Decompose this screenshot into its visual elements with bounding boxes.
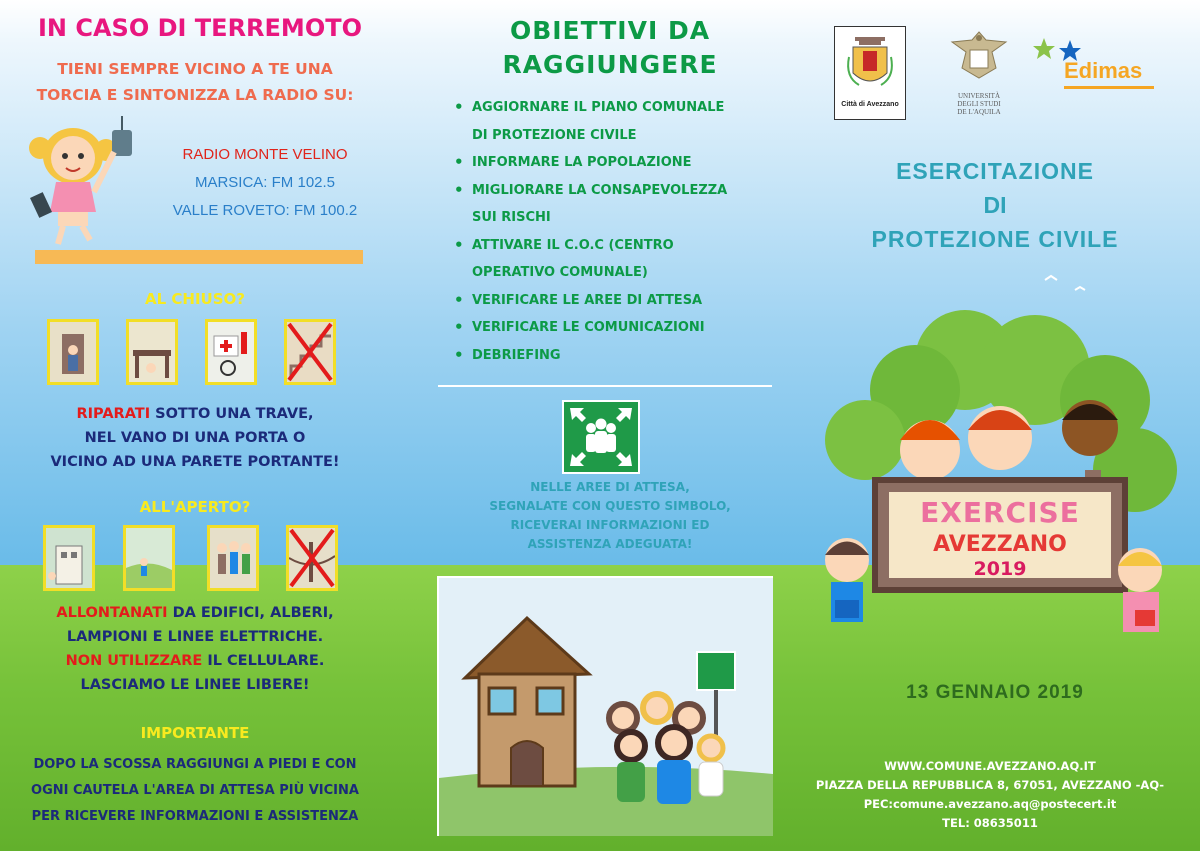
exercise-title-line-2: DI [983, 192, 1007, 218]
important-line-2: OGNI CAUTELA L'AREA DI ATTESA PIÙ VICINA [31, 783, 359, 798]
objective-item-continuation: SUI RISCHI [472, 210, 551, 225]
objective-item: • AGGIORNARE IL PIANO COMUNALE [452, 94, 782, 122]
girl-with-radio-illustration [18, 108, 146, 250]
sign-text-avezzano: AVEZZANO [933, 532, 1067, 557]
left-intro-line-1: TIENI SEMPRE VICINO A TE UNA [57, 60, 333, 78]
university-laquila-logo [946, 28, 1012, 124]
objective-item: • DEBRIEFING [452, 342, 782, 370]
university-logo-text-3: DE L'AQUILA [957, 108, 1001, 116]
outdoor-building-pictogram [43, 525, 95, 591]
event-date: 13 GENNAIO 2019 [906, 682, 1084, 703]
objective-item-continuation: OPERATIVO COMUNALE) [472, 265, 648, 280]
objective-item: • MIGLIORARE LA CONSAPEVOLEZZA [452, 177, 782, 205]
contact-address: PIAZZA DELLA REPUBBLICA 8, 67051, AVEZZANO -AQ- [815, 778, 1165, 792]
assembly-point-icon [562, 400, 640, 474]
outdoor-people-gathering-pictogram [207, 525, 259, 591]
indoor-instruction-line-1 [20, 406, 370, 422]
contact-telephone: TEL: 08635011 [942, 816, 1038, 830]
outdoor-instruction-highlight-2: NON UTILIZZARE [65, 653, 203, 669]
radio-frequency-marsica: MARSICA: FM 102.5 [194, 174, 336, 191]
exercise-title-line-1: ESERCITAZIONE [896, 158, 1094, 184]
left-intro-line-2: TORCIA E SINTONIZZA LA RADIO SU: [36, 86, 354, 104]
outdoor-instruction-line-3 [20, 653, 370, 669]
objectives-title-line-1: OBIETTIVI DA [509, 16, 711, 45]
edimas-logo-text: Edimas [1064, 58, 1143, 83]
waiting-area-text-line-3: RICEVERAI INFORMAZIONI ED [510, 518, 710, 532]
indoor-door-frame-pictogram [47, 319, 99, 385]
objective-item: • ATTIVARE IL C.O.C (CENTRO [452, 232, 782, 260]
outdoor-open-field-pictogram [123, 525, 175, 591]
assembly-area-illustration [437, 576, 773, 836]
kids-with-sign-illustration [805, 270, 1200, 660]
city-of-avezzano-logo [834, 26, 906, 120]
orange-divider-bar [35, 250, 363, 264]
indoor-first-aid-pictogram [205, 319, 257, 385]
important-line-3: PER RICEVERE INFORMAZIONI E ASSISTENZA [31, 809, 359, 824]
outdoor-instruction-rest-1: DA EDIFICI, ALBERI, [167, 605, 334, 621]
indoor-instruction-rest: SOTTO UNA TRAVE, [150, 406, 314, 422]
indoor-no-stairs-pictogram [284, 319, 336, 385]
city-logo-caption: Città di Avezzano [841, 101, 899, 108]
outdoor-instruction-rest-2: IL CELLULARE. [202, 653, 325, 669]
outdoor-instruction-line-1 [20, 605, 370, 621]
contact-website[interactable]: WWW.COMUNE.AVEZZANO.AQ.IT [884, 759, 1096, 773]
objective-item: • VERIFICARE LE AREE DI ATTESA [452, 287, 782, 315]
objective-item: • INFORMARE LA POPOLAZIONE [452, 149, 782, 177]
radio-station-name: RADIO MONTE VELINO [182, 146, 348, 163]
indoor-instruction-highlight: RIPARATI [76, 406, 151, 422]
outdoor-instruction-line-2: LAMPIONI E LINEE ELETTRICHE. [66, 629, 324, 645]
outdoor-heading: ALL'APERTO? [139, 498, 251, 516]
objective-item-continuation: DI PROTEZIONE CIVILE [472, 127, 637, 143]
indoor-instruction-line-2: NEL VANO DI UNA PORTA O [84, 430, 306, 446]
important-heading: IMPORTANTE [140, 724, 250, 742]
outdoor-instruction-highlight-1: ALLONTANATI [56, 605, 168, 621]
waiting-area-text-line-4: ASSISTENZA ADEGUATA! [527, 537, 693, 551]
outdoor-instruction-line-4: LASCIAMO LE LINEE LIBERE! [80, 677, 310, 693]
waiting-area-text-line-1: NELLE AREE DI ATTESA, [530, 480, 690, 494]
objective-item: • VERIFICARE LE COMUNICAZIONI [452, 314, 782, 342]
objectives-list [452, 94, 782, 369]
objectives-title-line-2: RAGGIUNGERE [502, 50, 718, 79]
university-logo-text-2: DEGLI STUDI [957, 100, 1001, 108]
middle-divider-top [438, 385, 772, 387]
sign-text-exercise: EXERCISE [920, 496, 1080, 529]
sign-text-year: 2019 [973, 558, 1027, 580]
left-title: IN CASO DI TERREMOTO [38, 14, 362, 42]
waiting-area-text-line-2: SEGNALATE CON QUESTO SIMBOLO, [489, 499, 731, 513]
outdoor-no-power-lines-pictogram [286, 525, 338, 591]
exercise-title-line-3: PROTEZIONE CIVILE [871, 226, 1119, 252]
contact-pec-email[interactable]: PEC:comune.avezzano.aq@postecert.it [863, 797, 1117, 811]
edimas-logo-tagline-bar [1064, 86, 1154, 89]
edimas-logo [1032, 36, 1160, 102]
indoor-heading: AL CHIUSO? [145, 290, 245, 308]
radio-frequency-valle-roveto: VALLE ROVETO: FM 100.2 [172, 202, 358, 219]
important-line-1: DOPO LA SCOSSA RAGGIUNGI A PIEDI E CON [33, 757, 357, 772]
indoor-instruction-line-3: VICINO AD UNA PARETE PORTANTE! [50, 454, 340, 470]
university-logo-text-1: UNIVERSITÀ [958, 92, 1000, 100]
indoor-table-pictogram [126, 319, 178, 385]
